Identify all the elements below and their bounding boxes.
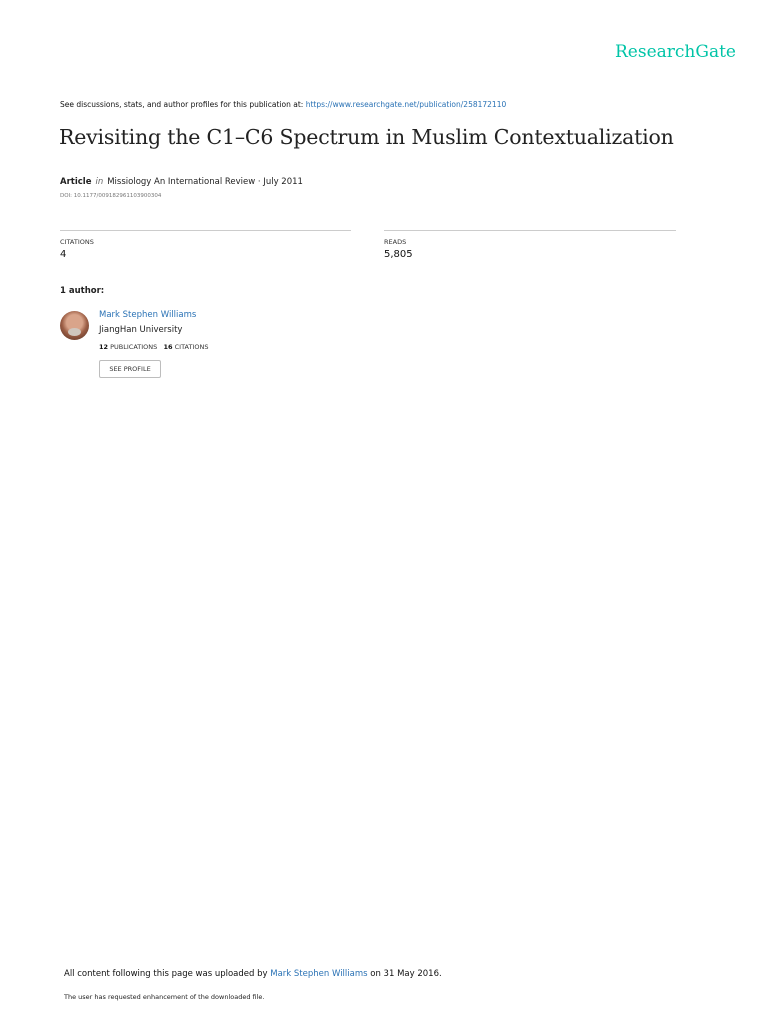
see-discussions-line <box>60 100 506 109</box>
author-citations-label: CITATIONS <box>174 343 209 351</box>
author-stats <box>99 343 208 351</box>
see-discussions-text: See discussions, stats, and author profiles for this publication at: <box>60 100 306 109</box>
upload-suffix: on 31 May 2016. <box>367 969 442 979</box>
avatar[interactable] <box>60 311 89 340</box>
upload-notice <box>64 969 442 979</box>
publication-meta <box>60 177 303 187</box>
publication-url-link[interactable]: https://www.researchgate.net/publication/258172110 <box>305 100 507 109</box>
avatar-beard-shape <box>68 328 81 336</box>
author-citations-count: 16 <box>163 343 173 351</box>
authors-heading: 1 author: <box>60 286 105 296</box>
uploader-link[interactable]: Mark Stephen Williams <box>270 969 368 979</box>
enhancement-notice: The user has requested enhancement of the downloaded file. <box>64 993 265 1001</box>
publication-type: Article <box>60 177 92 187</box>
citations-label: CITATIONS <box>60 238 94 246</box>
reads-value: 5,805 <box>384 249 413 260</box>
researchgate-logo[interactable]: ResearchGate <box>615 42 736 62</box>
author-publications-count: 12 <box>99 343 109 351</box>
upload-prefix: All content following this page was uploaded by <box>64 969 271 979</box>
author-institution: JiangHan University <box>99 325 183 335</box>
author-publications-label: PUBLICATIONS <box>110 343 158 351</box>
venue-date: Missiology An International Review · July 2011 <box>107 177 303 187</box>
reads-divider <box>384 230 676 231</box>
doi: DOI: 10.1177/009182961103900304 <box>60 193 162 199</box>
citations-divider <box>60 230 351 231</box>
citations-value: 4 <box>60 249 67 260</box>
author-name-link[interactable]: Mark Stephen Williams <box>99 310 197 320</box>
in-word: in <box>95 177 104 187</box>
page-title: Revisiting the C1–C6 Spectrum in Muslim Contextualization <box>59 125 674 149</box>
reads-label: READS <box>384 238 407 246</box>
see-profile-button[interactable]: SEE PROFILE <box>99 360 161 378</box>
